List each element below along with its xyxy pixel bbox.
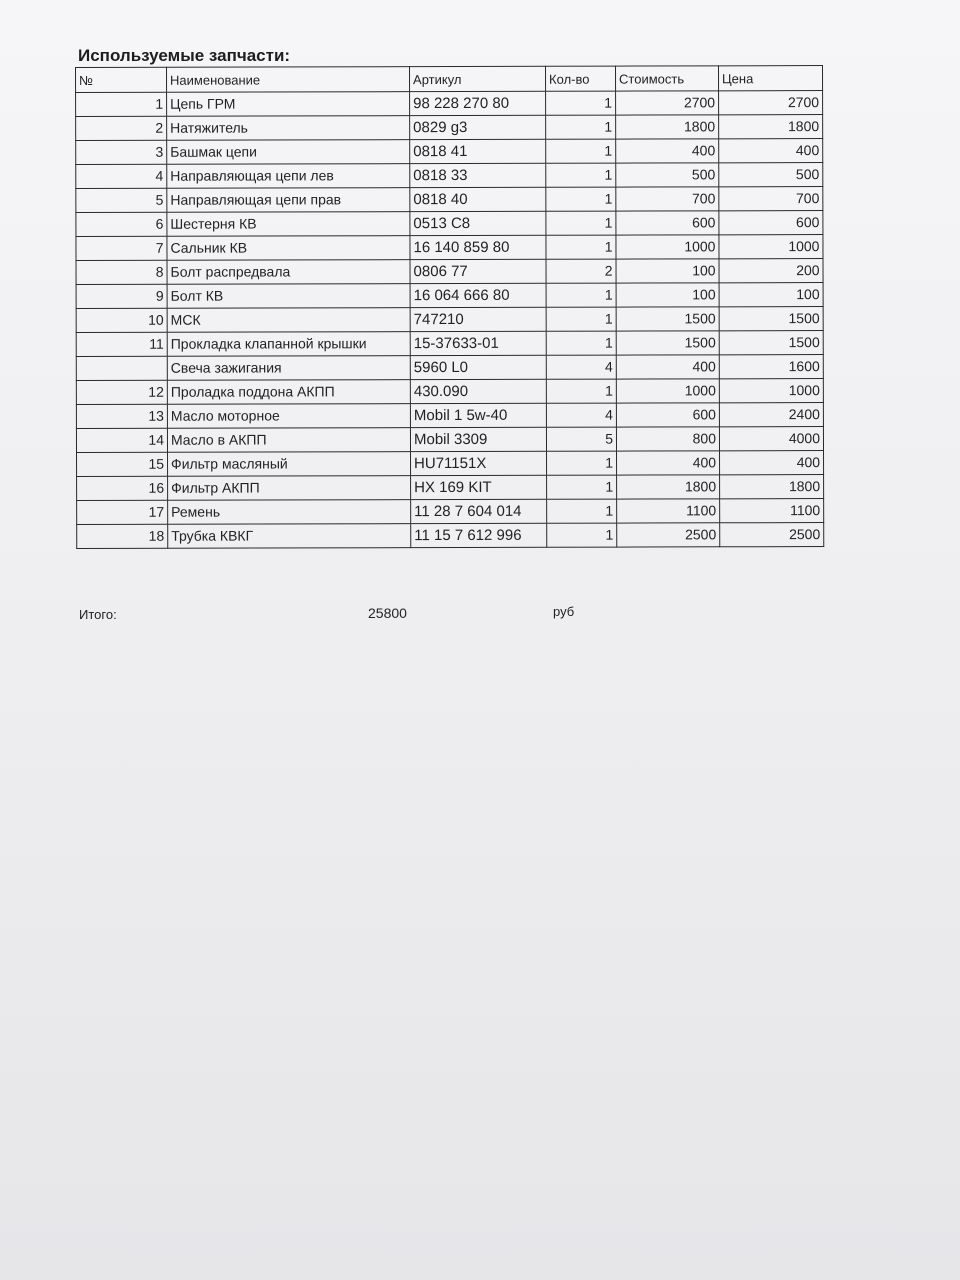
price-cell: 600 [719,211,823,235]
row-number-cell: 13 [76,404,167,428]
part-name-cell: Масло в АКПП [167,428,410,453]
article-cell: 0818 33 [410,163,546,187]
part-name-cell: МСК [167,308,410,333]
cost-cell: 600 [616,403,719,427]
row-number-cell: 18 [77,524,168,548]
row-number-cell: 6 [76,212,167,236]
article-cell: 16 064 666 80 [410,283,546,307]
price-cell: 400 [720,451,824,475]
table-row [76,307,823,333]
price-cell: 1600 [719,355,823,379]
row-number-cell: 7 [76,236,167,260]
cost-cell: 500 [616,163,719,187]
quantity-cell: 1 [546,91,616,115]
cost-cell: 1800 [616,115,719,139]
table-row [76,115,823,141]
article-cell: 11 15 7 612 996 [411,523,547,547]
table-row [76,163,823,189]
table-row [76,331,823,357]
quantity-cell: 1 [546,163,616,187]
cost-cell: 2500 [617,523,720,547]
quantity-cell: 1 [547,499,617,523]
cost-cell: 600 [616,211,719,235]
part-name-cell: Ремень [168,500,411,525]
article-cell: 15-37633-01 [410,331,546,355]
part-name-cell: Цепь ГРМ [167,92,410,117]
column-header-price: Цена [718,66,822,91]
price-cell: 2500 [720,523,824,547]
column-header-article: Артикул [410,66,546,91]
article-cell: 11 28 7 604 014 [411,499,547,523]
part-name-cell: Прокладка клапанной крышки [167,332,410,357]
table-row [76,403,823,429]
quantity-cell: 1 [547,451,617,475]
cost-cell: 100 [616,283,719,307]
part-name-cell: Сальник КВ [167,236,410,261]
cost-cell: 1100 [617,499,720,523]
table-row [76,91,823,117]
row-number-cell: 2 [76,116,167,140]
quantity-cell: 1 [547,523,617,547]
price-cell: 500 [719,163,823,187]
price-cell: 700 [719,187,823,211]
quantity-cell: 1 [546,331,616,355]
price-cell: 1500 [719,307,823,331]
quantity-cell: 4 [546,403,616,427]
total-unit: руб [553,604,575,619]
cost-cell: 800 [616,427,719,451]
row-number-cell: 4 [76,164,167,188]
quantity-cell: 4 [546,355,616,379]
quantity-cell: 5 [546,427,616,451]
table-row [76,139,823,165]
quantity-cell: 1 [546,211,616,235]
table-row [76,379,823,405]
row-number-cell: 10 [76,308,167,332]
cost-cell: 1000 [616,235,719,259]
article-cell: 0818 41 [410,139,546,163]
document-title: Используемые запчасти: [78,46,291,65]
article-cell: 0513 C8 [410,211,546,235]
price-cell: 2400 [719,403,823,427]
part-name-cell: Болт распредвала [167,260,410,285]
row-number-cell: 11 [76,332,167,356]
cost-cell: 1500 [616,331,719,355]
article-cell: HX 169 KIT [411,475,547,499]
table-row [76,427,823,453]
price-cell: 1800 [720,475,824,499]
cost-cell: 100 [616,259,719,283]
cost-cell: 400 [616,139,719,163]
quantity-cell: 1 [546,139,616,163]
table-row [77,451,824,477]
quantity-cell: 1 [546,379,616,403]
table-row [76,259,823,285]
total-value: 25800 [368,605,407,621]
part-name-cell: Направляющая цепи лев [167,164,410,189]
article-cell: Mobil 1 5w-40 [410,403,546,427]
total-label: Итого: [79,607,117,622]
part-name-cell: Направляющая цепи прав [167,188,410,213]
part-name-cell: Башмак цепи [167,140,410,165]
article-cell: 98 228 270 80 [410,91,546,115]
cost-cell: 1500 [616,307,719,331]
article-cell: 0829 g3 [410,115,546,139]
table-header-row [76,66,823,93]
cost-cell: 400 [617,451,720,475]
price-cell: 100 [719,283,823,307]
row-number-cell: 3 [76,140,167,164]
cost-cell: 400 [616,355,719,379]
cost-cell: 2700 [616,91,719,115]
quantity-cell: 1 [546,187,616,211]
column-header-number: № [76,67,167,92]
row-number-cell: 14 [76,428,167,452]
price-cell: 2700 [719,91,823,115]
article-cell: 430.090 [410,379,546,403]
cost-cell: 1000 [616,379,719,403]
price-cell: 1800 [719,115,823,139]
table-row [77,475,824,501]
row-number-cell: 12 [76,380,167,404]
quantity-cell: 1 [547,475,617,499]
parts-table [75,65,824,549]
price-cell: 200 [719,259,823,283]
row-number-cell: 9 [76,284,167,308]
article-cell: 0818 40 [410,187,546,211]
quantity-cell: 1 [546,283,616,307]
table-row [76,211,823,237]
price-cell: 1000 [719,235,823,259]
article-cell: 5960 L0 [410,355,546,379]
price-cell: 4000 [719,427,823,451]
table-row [76,187,823,213]
part-name-cell: Натяжитель [167,116,410,141]
quantity-cell: 2 [546,259,616,283]
row-number-cell: 17 [77,500,168,524]
quantity-cell: 1 [546,307,616,331]
price-cell: 400 [719,139,823,163]
column-header-quantity: Кол-во [545,66,615,91]
article-cell: 0806 77 [410,259,546,283]
row-number-cell: 15 [77,452,168,476]
table-row [77,523,824,549]
article-cell: HU71151X [411,451,547,475]
part-name-cell: Фильтр АКПП [168,476,411,501]
row-number-cell: 16 [77,476,168,500]
cost-cell: 1800 [617,475,720,499]
quantity-cell: 1 [546,235,616,259]
quantity-cell: 1 [546,115,616,139]
article-cell: Mobil 3309 [410,427,546,451]
part-name-cell: Шестерня КВ [167,212,410,237]
row-number-cell: 1 [76,92,167,116]
table-row [76,355,823,381]
part-name-cell: Трубка КВКГ [168,524,411,549]
row-number-cell: 5 [76,188,167,212]
part-name-cell: Фильтр масляный [168,452,411,477]
column-header-name: Наименование [167,67,410,93]
table-row [76,283,823,309]
price-cell: 1500 [719,331,823,355]
price-cell: 1000 [719,379,823,403]
row-number-cell: 8 [76,260,167,284]
column-header-cost: Стоимость [615,66,718,91]
article-cell: 747210 [410,307,546,331]
row-number-cell [76,356,167,380]
part-name-cell: Свеча зажигания [167,356,410,381]
table-row [76,235,823,261]
cost-cell: 700 [616,187,719,211]
article-cell: 16 140 859 80 [410,235,546,259]
table-row [77,499,824,525]
part-name-cell: Болт КВ [167,284,410,309]
part-name-cell: Проладка поддона АКПП [167,380,410,405]
price-cell: 1100 [720,499,824,523]
part-name-cell: Масло моторное [167,404,410,429]
